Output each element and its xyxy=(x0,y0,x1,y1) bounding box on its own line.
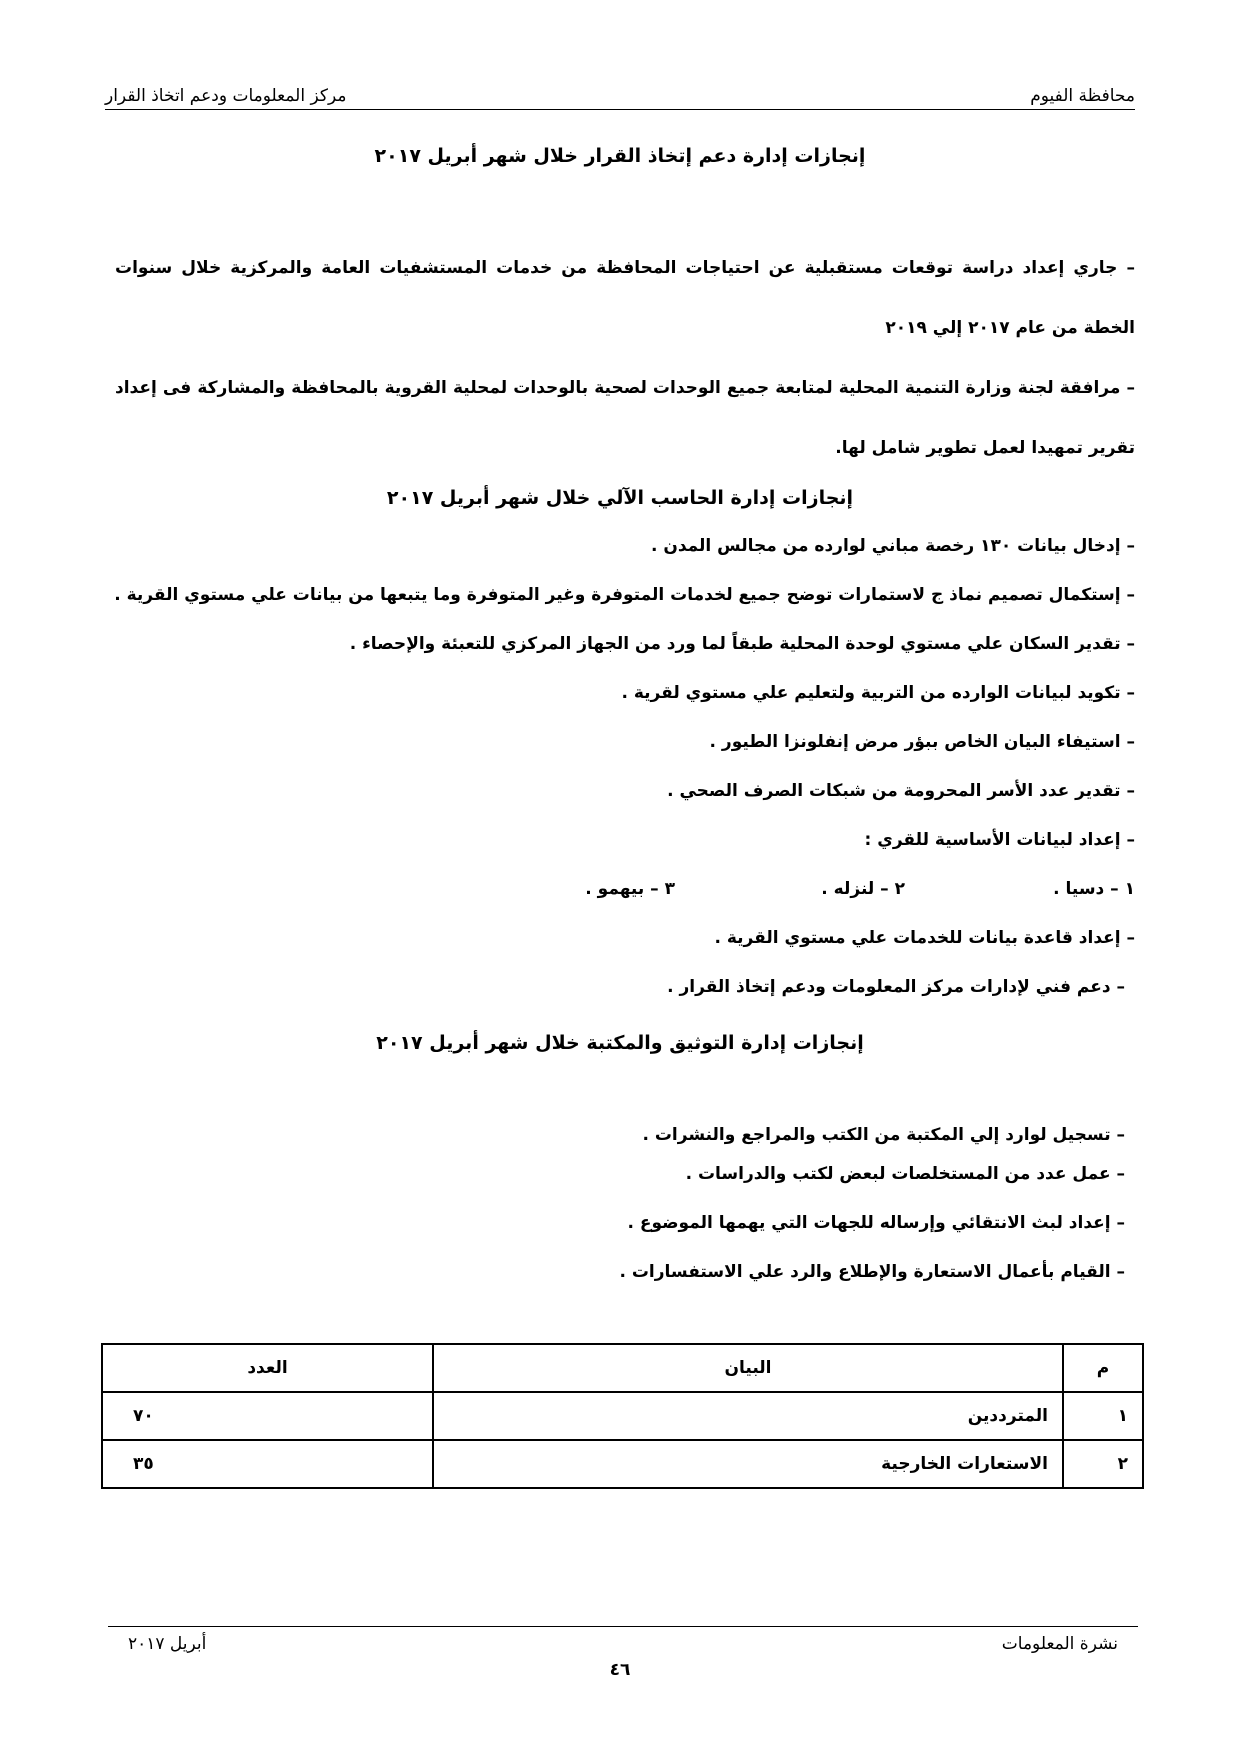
row-num: ١ xyxy=(1063,1392,1143,1440)
header-governorate: محافظة الفيوم xyxy=(1030,86,1135,106)
header-count: العدد xyxy=(102,1344,433,1392)
list-item: – استيفاء البيان الخاص ببؤر مرض إنفلونزا الطيور . xyxy=(709,732,1135,752)
paragraph-hospital-study: – جاري إعداد دراسة توقعات مستقبلية عن احتياجات المحافظة من خدمات المستشفيات العامة والمركزية خلال سنوات الخطة من عام ٢٠١٧ إلي ٢٠١٩ xyxy=(115,258,1135,338)
village-item: ٣ – بيهمو . xyxy=(585,879,675,899)
paragraph-rural-health-committee: – مرافقة لجنة وزارة التنمية المحلية لمتابعة جميع الوحدات لصحية بالوحدات لمحلية القروية بالمحافظة والمشاركة فى إعداد تقرير تمهيدا لعمل تطوير شامل لها. xyxy=(115,378,1135,458)
list-item: – دعم فني لإدارات مركز المعلومات ودعم إتخاذ القرار . xyxy=(667,977,1125,997)
header-num: م xyxy=(1063,1344,1143,1392)
list-item: – تقدير عدد الأسر المحرومة من شبكات الصرف الصحي . xyxy=(667,781,1135,801)
row-count: ٣٥ xyxy=(102,1440,433,1488)
row-count: ٧٠ xyxy=(102,1392,433,1440)
village-item: ١ – دسيا . xyxy=(1053,879,1135,899)
list-item: – تكويد لبيانات الوارده من التربية ولتعليم علي مستوي لقرية . xyxy=(621,683,1135,703)
list-item: – عمل عدد من المستخلصات لبعض لكتب والدراسات . xyxy=(685,1164,1125,1184)
list-item: – إعداد قاعدة بيانات للخدمات علي مستوي القرية . xyxy=(714,928,1135,948)
table-row xyxy=(102,1440,1143,1488)
section-title-computer-dept: إنجازات إدارة الحاسب الآلي خلال شهر أبريل ٢٠١٧ xyxy=(386,487,854,509)
list-item: – إعداد لبث الانتقائي وإرساله للجهات التي يهمها الموضوع . xyxy=(627,1213,1125,1233)
list-item: – القيام بأعمال الاستعارة والإطلاع والرد علي الاستفسارات . xyxy=(619,1262,1125,1282)
page-number: ٤٦ xyxy=(609,1660,631,1680)
header-center: مركز المعلومات ودعم اتخاذ القرار xyxy=(105,86,347,106)
page-header xyxy=(105,76,1135,110)
list-item: – تقدير السكان علي مستوي لوحدة المحلية طبقاً لما ورد من الجهاز المركزي للتعبئة والإحصاء . xyxy=(349,634,1135,654)
list-item: – إدخال بيانات ١٣٠ رخصة مباني لوارده من مجالس المدن . xyxy=(650,536,1135,556)
section-title-decision-support: إنجازات إدارة دعم إتخاذ القرار خلال شهر أبريل ٢٠١٧ xyxy=(374,145,866,167)
village-item: ٢ – لنزله . xyxy=(821,879,905,899)
footer-date: أبريل ٢٠١٧ xyxy=(128,1633,207,1654)
footer-publication: نشرة المعلومات xyxy=(1001,1633,1118,1654)
row-label: الاستعارات الخارجية xyxy=(433,1440,1063,1488)
list-item: – إعداد لبيانات الأساسية للقري : xyxy=(864,830,1135,850)
section-title-documentation-library: إنجازات إدارة التوثيق والمكتبة خلال شهر أبريل ٢٠١٧ xyxy=(376,1032,864,1054)
list-item: – تسجيل لوارد إلي المكتبة من الكتب والمراجع والنشرات . xyxy=(642,1125,1125,1145)
row-num: ٢ xyxy=(1063,1440,1143,1488)
table-header-row xyxy=(102,1344,1143,1392)
table-row xyxy=(102,1392,1143,1440)
villages-list xyxy=(435,879,1135,903)
library-stats-table xyxy=(101,1343,1144,1489)
list-item: – إستكمال تصميم نماذ ج لاستمارات توضح جميع لخدمات المتوفرة وغير المتوفرة وما يتبعها من بيانات علي مستوي القرية . xyxy=(114,585,1135,605)
page-footer xyxy=(108,1626,1138,1656)
row-label: المترددين xyxy=(433,1392,1063,1440)
header-label: البيان xyxy=(433,1344,1063,1392)
